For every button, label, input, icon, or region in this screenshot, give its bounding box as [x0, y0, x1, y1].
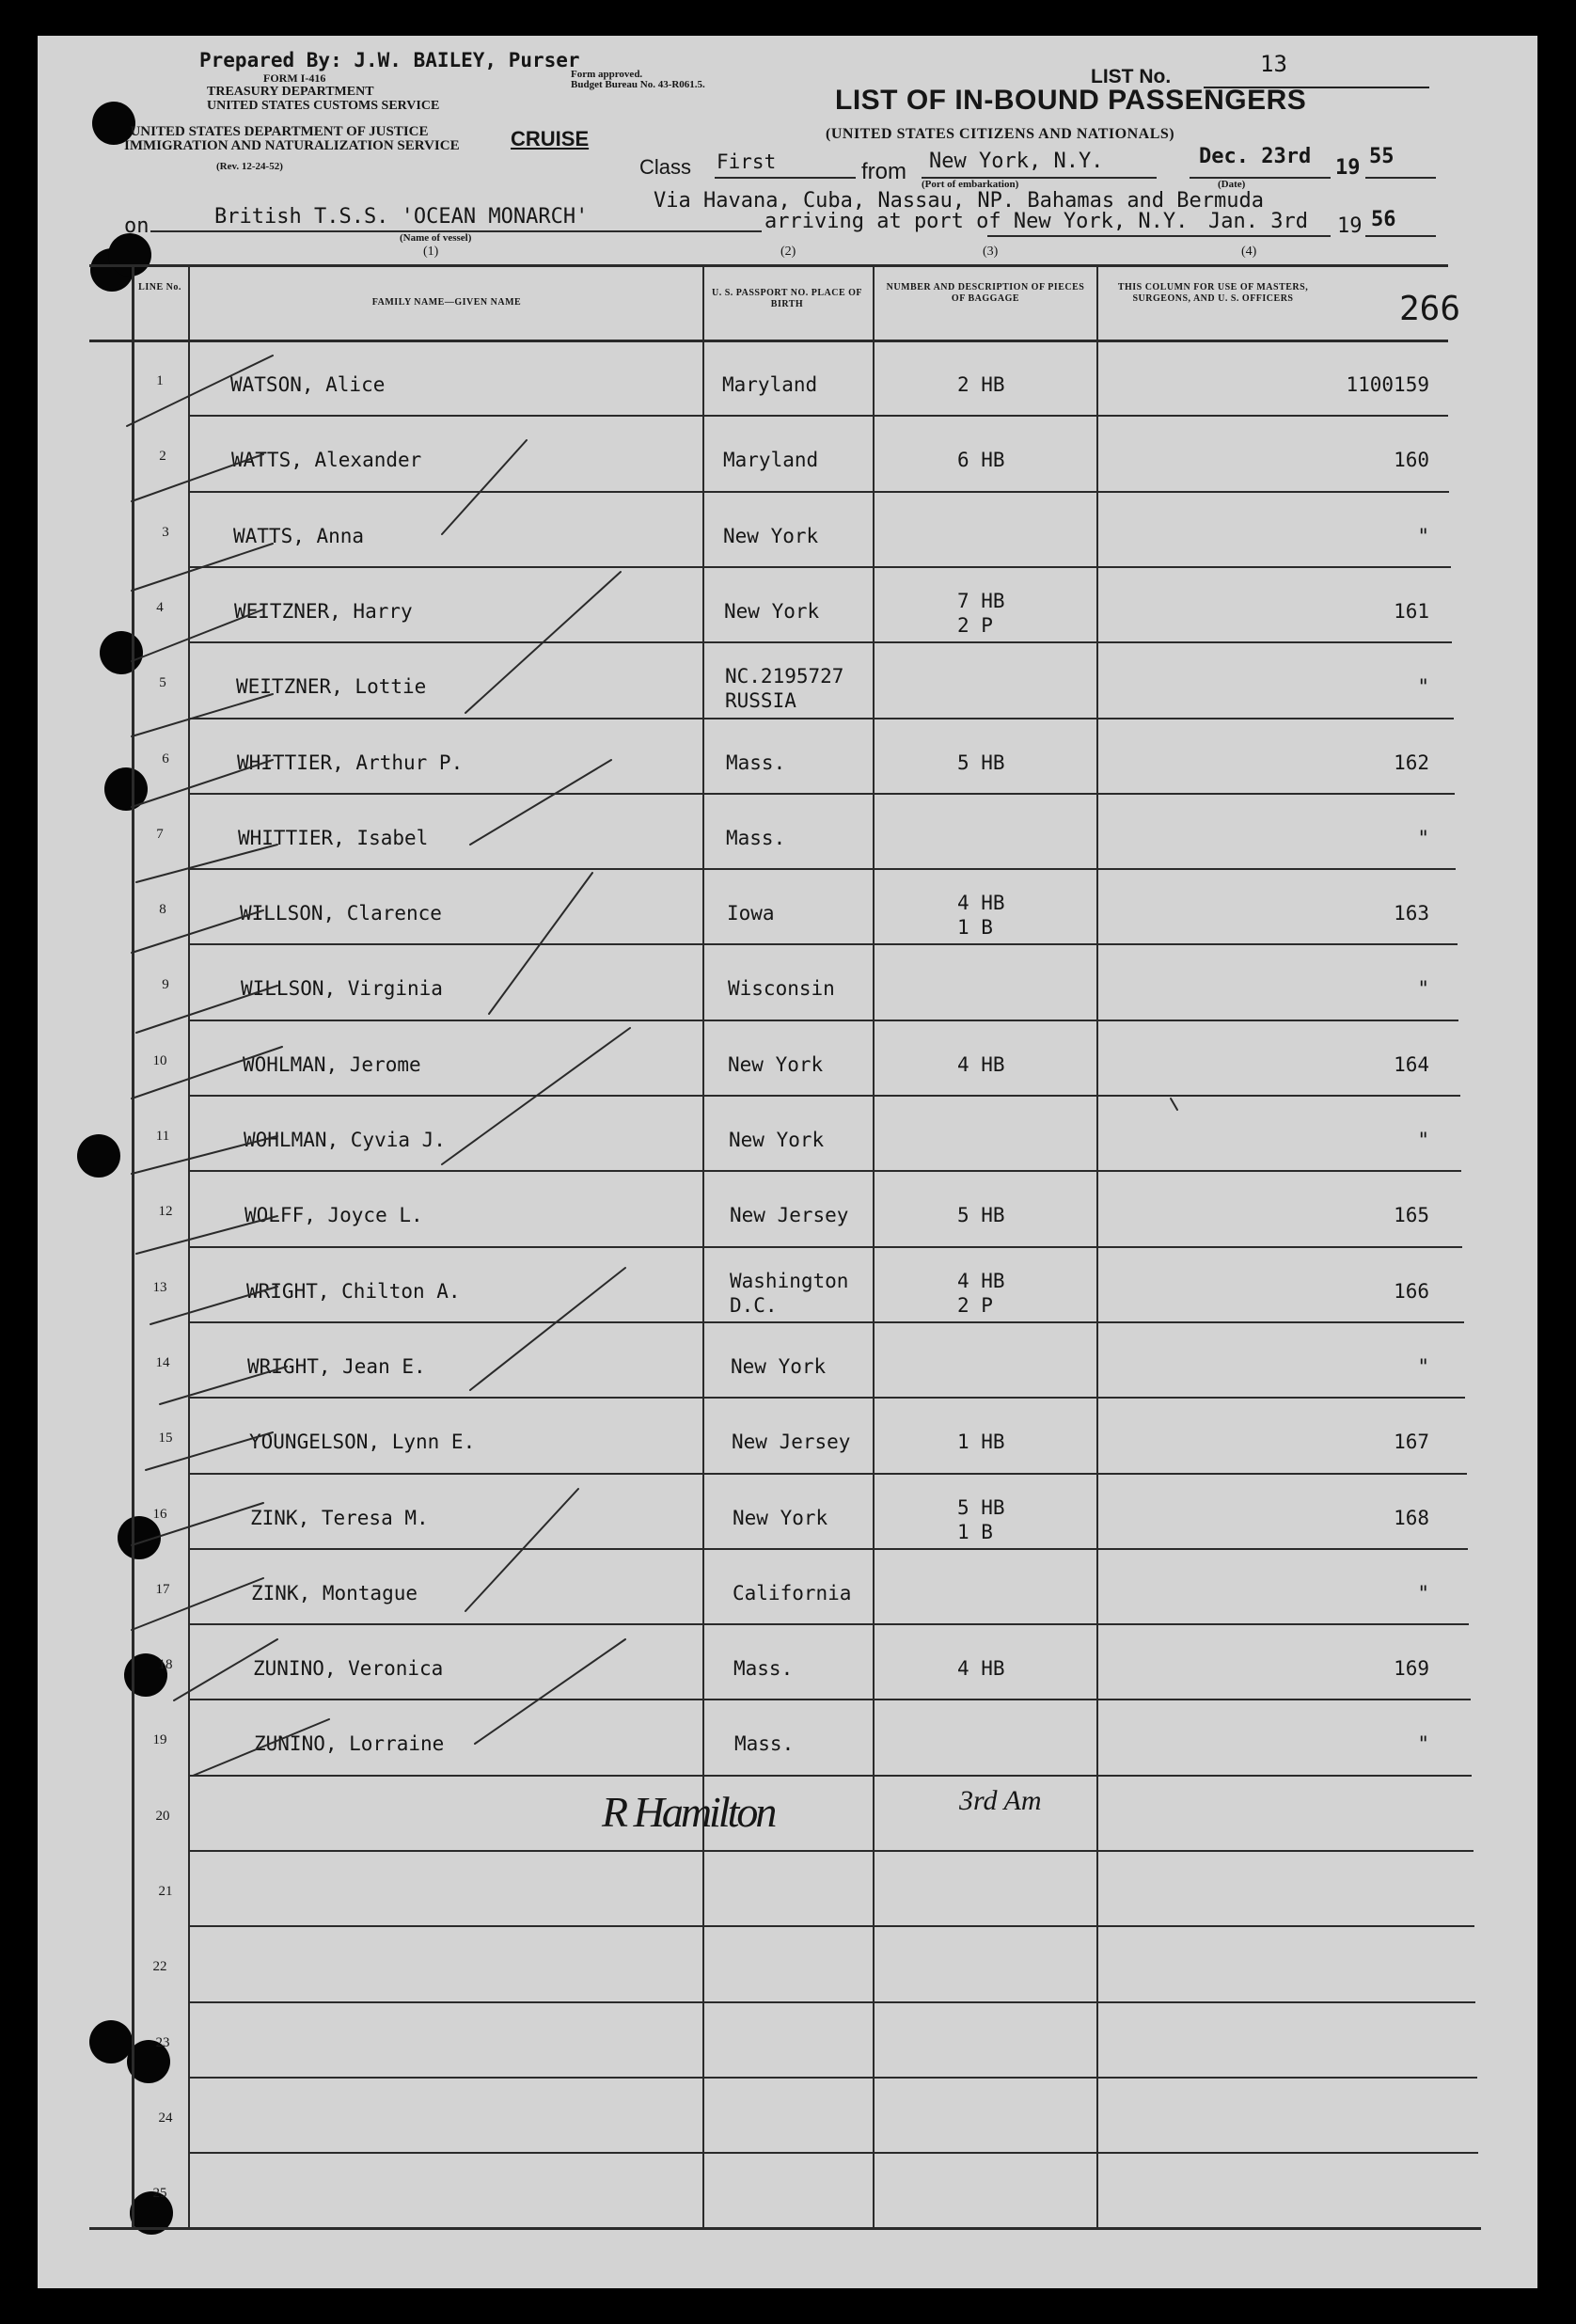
class-value: First: [717, 150, 777, 173]
place-of-birth: Maryland: [722, 373, 818, 396]
officer-code: 162: [1394, 751, 1429, 774]
passenger-name: WEITZNER, Lottie: [236, 675, 427, 698]
baggage: 4 HB 1 B: [957, 892, 1005, 939]
check-mark: [132, 1136, 277, 1174]
baggage: 7 HB 2 P: [957, 590, 1005, 637]
line-number: 6: [162, 751, 169, 767]
baggage: 5 HB 1 B: [957, 1496, 1005, 1543]
arriving-label: arriving at port of New York, N.Y.: [764, 210, 1189, 233]
officer-code: 167: [1394, 1431, 1429, 1453]
header-officers: THIS COLUMN FOR USE OF MASTERS, SURGEONS, AND U. S. OFFICERS: [1117, 282, 1309, 304]
place-of-birth: Mass.: [734, 1732, 795, 1755]
passenger-name: WOHLMAN, Cyvia J.: [244, 1129, 446, 1151]
passenger-name: WRIGHT, Jean E.: [247, 1355, 426, 1378]
place-of-birth: New York: [728, 1053, 824, 1076]
passenger-name: YOUNGELSON, Lynn E.: [249, 1431, 476, 1453]
check-mark: [132, 760, 273, 807]
list-no-value: 13: [1260, 51, 1287, 77]
passenger-name: ZUNINO, Veronica: [253, 1657, 444, 1680]
line-number: 13: [152, 1280, 167, 1295]
form-approved: Form approved. Budget Bureau No. 43-R061.5.: [571, 69, 705, 90]
arriving-port: New York, N.Y.: [1013, 210, 1189, 233]
document-page: [38, 36, 1537, 2288]
check-mark: [150, 1287, 277, 1324]
header-passport: U. S. PASSPORT NO. PLACE OF BIRTH: [711, 288, 863, 309]
line-number: 5: [159, 675, 166, 690]
column-number: (4): [1241, 245, 1257, 259]
list-no-label: LIST No.: [1091, 66, 1172, 87]
passenger-name: WATTS, Anna: [233, 525, 365, 547]
officer-code: ": [1417, 675, 1429, 698]
check-mark: [470, 760, 611, 845]
officer-signature: R Hamilton: [602, 1788, 775, 1836]
officer-code: ": [1417, 525, 1429, 547]
passenger-name: ZINK, Montague: [251, 1582, 418, 1605]
check-mark: [489, 873, 592, 1014]
line-number: 21: [158, 1884, 173, 1899]
form-number: FORM I-416: [263, 71, 326, 85]
page-number: 266: [1399, 290, 1461, 328]
check-mark: [442, 440, 527, 534]
officer-code: 165: [1394, 1204, 1429, 1226]
cruise-label: CRUISE: [511, 127, 590, 150]
column-number: (2): [780, 245, 796, 259]
revision-date: (Rev. 12-24-52): [216, 161, 283, 172]
handwritten-check-marks: [38, 36, 1537, 2288]
place-of-birth: Maryland: [723, 449, 819, 471]
header-baggage: NUMBER AND DESCRIPTION OF PIECES OF BAGGAGE: [886, 282, 1085, 304]
line-number: 11: [155, 1129, 170, 1144]
officer-code: 1100159: [1346, 373, 1429, 396]
place-of-birth: Iowa: [727, 902, 775, 925]
passenger-name: ZINK, Teresa M.: [250, 1507, 429, 1529]
check-mark: [132, 1047, 282, 1099]
officer-code: 160: [1394, 449, 1429, 471]
officer-code: ": [1417, 977, 1429, 1000]
baggage: 4 HB 2 P: [957, 1270, 1005, 1317]
place-of-birth: Wisconsin: [728, 977, 835, 1000]
form-title: LIST OF IN-BOUND PASSENGERS: [835, 85, 1307, 116]
vessel-caption: (Name of vessel): [400, 232, 472, 244]
check-mark: [146, 1432, 273, 1470]
line-number: 2: [159, 449, 166, 464]
line-number: 1: [156, 373, 164, 388]
passenger-name: WOHLMAN, Jerome: [243, 1053, 421, 1076]
place-of-birth: New Jersey: [732, 1431, 851, 1453]
baggage: 5 HB: [957, 1204, 1005, 1226]
officer-code: ": [1417, 1732, 1429, 1755]
check-mark: [193, 1719, 329, 1776]
check-mark: [475, 1639, 625, 1744]
arrival-year: 56: [1371, 208, 1396, 231]
place-of-birth: California: [733, 1582, 852, 1605]
check-mark: [174, 1639, 277, 1700]
place-of-birth: New York: [729, 1129, 825, 1151]
passenger-name: WHITTIER, Isabel: [238, 827, 429, 849]
via-route: Via Havana, Cuba, Nassau, NP. Bahamas and Bermuda: [654, 189, 1265, 213]
passenger-name: WOLFF, Joyce L.: [244, 1204, 423, 1226]
passenger-name: ZUNINO, Lorraine: [254, 1732, 445, 1755]
officer-code: 161: [1394, 600, 1429, 623]
prepared-by: Prepared By: J.W. BAILEY, Purser: [199, 49, 580, 71]
arrival-date: Jan. 3rd: [1208, 210, 1308, 233]
place-of-birth: NC.2195727 RUSSIA: [725, 665, 844, 712]
port-caption: (Port of embarkation): [922, 179, 1019, 190]
check-mark: [160, 1367, 287, 1404]
baggage: 4 HB: [957, 1657, 1005, 1680]
place-of-birth: New York: [723, 525, 819, 547]
passenger-name: WATTS, Alexander: [231, 449, 422, 471]
check-mark: [132, 910, 263, 953]
baggage: 1 HB: [957, 1431, 1005, 1453]
place-of-birth: Mass.: [726, 751, 786, 774]
officer-code: ": [1417, 1582, 1429, 1605]
signature-note: 3rd Am: [959, 1785, 1042, 1816]
line-number: 18: [158, 1657, 173, 1672]
check-mark: [465, 1489, 578, 1611]
line-number: 17: [155, 1582, 170, 1597]
officer-code: 166: [1394, 1280, 1429, 1303]
line-number: 20: [155, 1809, 170, 1824]
departure-date: Dec. 23rd: [1199, 145, 1312, 168]
line-number: 3: [162, 525, 169, 540]
arrival-year-prefix: 19: [1337, 214, 1363, 238]
officer-code: ": [1417, 827, 1429, 849]
column-number: (3): [983, 245, 999, 259]
line-number: 4: [156, 600, 164, 615]
check-mark: [127, 356, 273, 426]
passenger-name: WEITZNER, Harry: [234, 600, 413, 623]
officer-code: ": [1417, 1129, 1429, 1151]
passenger-name: WATSON, Alice: [230, 373, 386, 396]
check-mark: [132, 694, 273, 736]
check-mark: [132, 544, 273, 591]
year-value: 55: [1369, 145, 1395, 168]
baggage: 2 HB: [957, 373, 1005, 396]
place-of-birth: New York: [731, 1355, 827, 1378]
header-name: FAMILY NAME—GIVEN NAME: [371, 297, 522, 308]
year-prefix: 19: [1335, 156, 1361, 180]
line-number: 10: [152, 1053, 167, 1068]
check-mark: [442, 1028, 630, 1164]
officer-code: 164: [1394, 1053, 1429, 1076]
line-number: 19: [152, 1732, 167, 1747]
line-number: 16: [152, 1507, 167, 1522]
line-number: 22: [152, 1959, 167, 1974]
place-of-birth: New York: [733, 1507, 828, 1529]
line-number: 23: [155, 2035, 170, 2050]
passenger-name: WRIGHT, Chilton A.: [246, 1280, 461, 1303]
passenger-name: WILLSON, Clarence: [240, 902, 442, 925]
officer-code: 168: [1394, 1507, 1429, 1529]
class-label: Class: [639, 155, 692, 179]
check-mark: [136, 986, 277, 1033]
column-number: (1): [423, 245, 439, 259]
check-mark: [465, 572, 621, 713]
line-number: 15: [158, 1431, 173, 1446]
check-mark: [136, 845, 277, 882]
check-mark: [136, 1216, 277, 1254]
baggage: 6 HB: [957, 449, 1005, 471]
baggage: 5 HB: [957, 751, 1005, 774]
check-mark: [132, 1503, 263, 1545]
check-mark: [132, 1578, 263, 1630]
form-subtitle: (UNITED STATES CITIZENS AND NATIONALS): [826, 126, 1175, 142]
officer-code: 163: [1394, 902, 1429, 925]
line-number: 25: [152, 2186, 167, 2201]
line-number: 14: [155, 1355, 170, 1370]
from-label: from: [861, 159, 906, 184]
line-number: 7: [156, 827, 164, 842]
officer-code: 169: [1394, 1657, 1429, 1680]
check-mark: [132, 609, 263, 661]
treasury-block: TREASURY DEPARTMENT UNITED STATES CUSTOMS SERVICE: [207, 85, 440, 113]
justice-block: UNITED STATES DEPARTMENT OF JUSTICE IMMIGRATION AND NATURALIZATION SERVICE: [124, 124, 460, 153]
check-mark: [132, 454, 263, 501]
officer-code: ": [1417, 1355, 1429, 1378]
place-of-birth: New York: [724, 600, 820, 623]
line-number: 24: [158, 2111, 173, 2126]
passenger-name: WILLSON, Virginia: [241, 977, 443, 1000]
line-number: 12: [158, 1204, 173, 1219]
vessel-name: British T.S.S. 'OCEAN MONARCH': [214, 205, 589, 229]
header-line-no: LINE No.: [138, 282, 181, 292]
place-of-birth: Mass.: [733, 1657, 794, 1680]
on-label: on: [124, 214, 150, 238]
line-number: 9: [162, 977, 169, 992]
date-caption: (Date): [1218, 179, 1246, 190]
from-value: New York, N.Y.: [929, 150, 1104, 173]
baggage: 4 HB: [957, 1053, 1005, 1076]
place-of-birth: Washington D.C.: [730, 1270, 849, 1317]
line-number: 8: [159, 902, 166, 917]
place-of-birth: Mass.: [726, 827, 786, 849]
check-mark: [470, 1268, 625, 1390]
passenger-name: WHITTIER, Arthur P.: [237, 751, 464, 774]
tick-mark: [1171, 1099, 1177, 1110]
place-of-birth: New Jersey: [730, 1204, 849, 1226]
